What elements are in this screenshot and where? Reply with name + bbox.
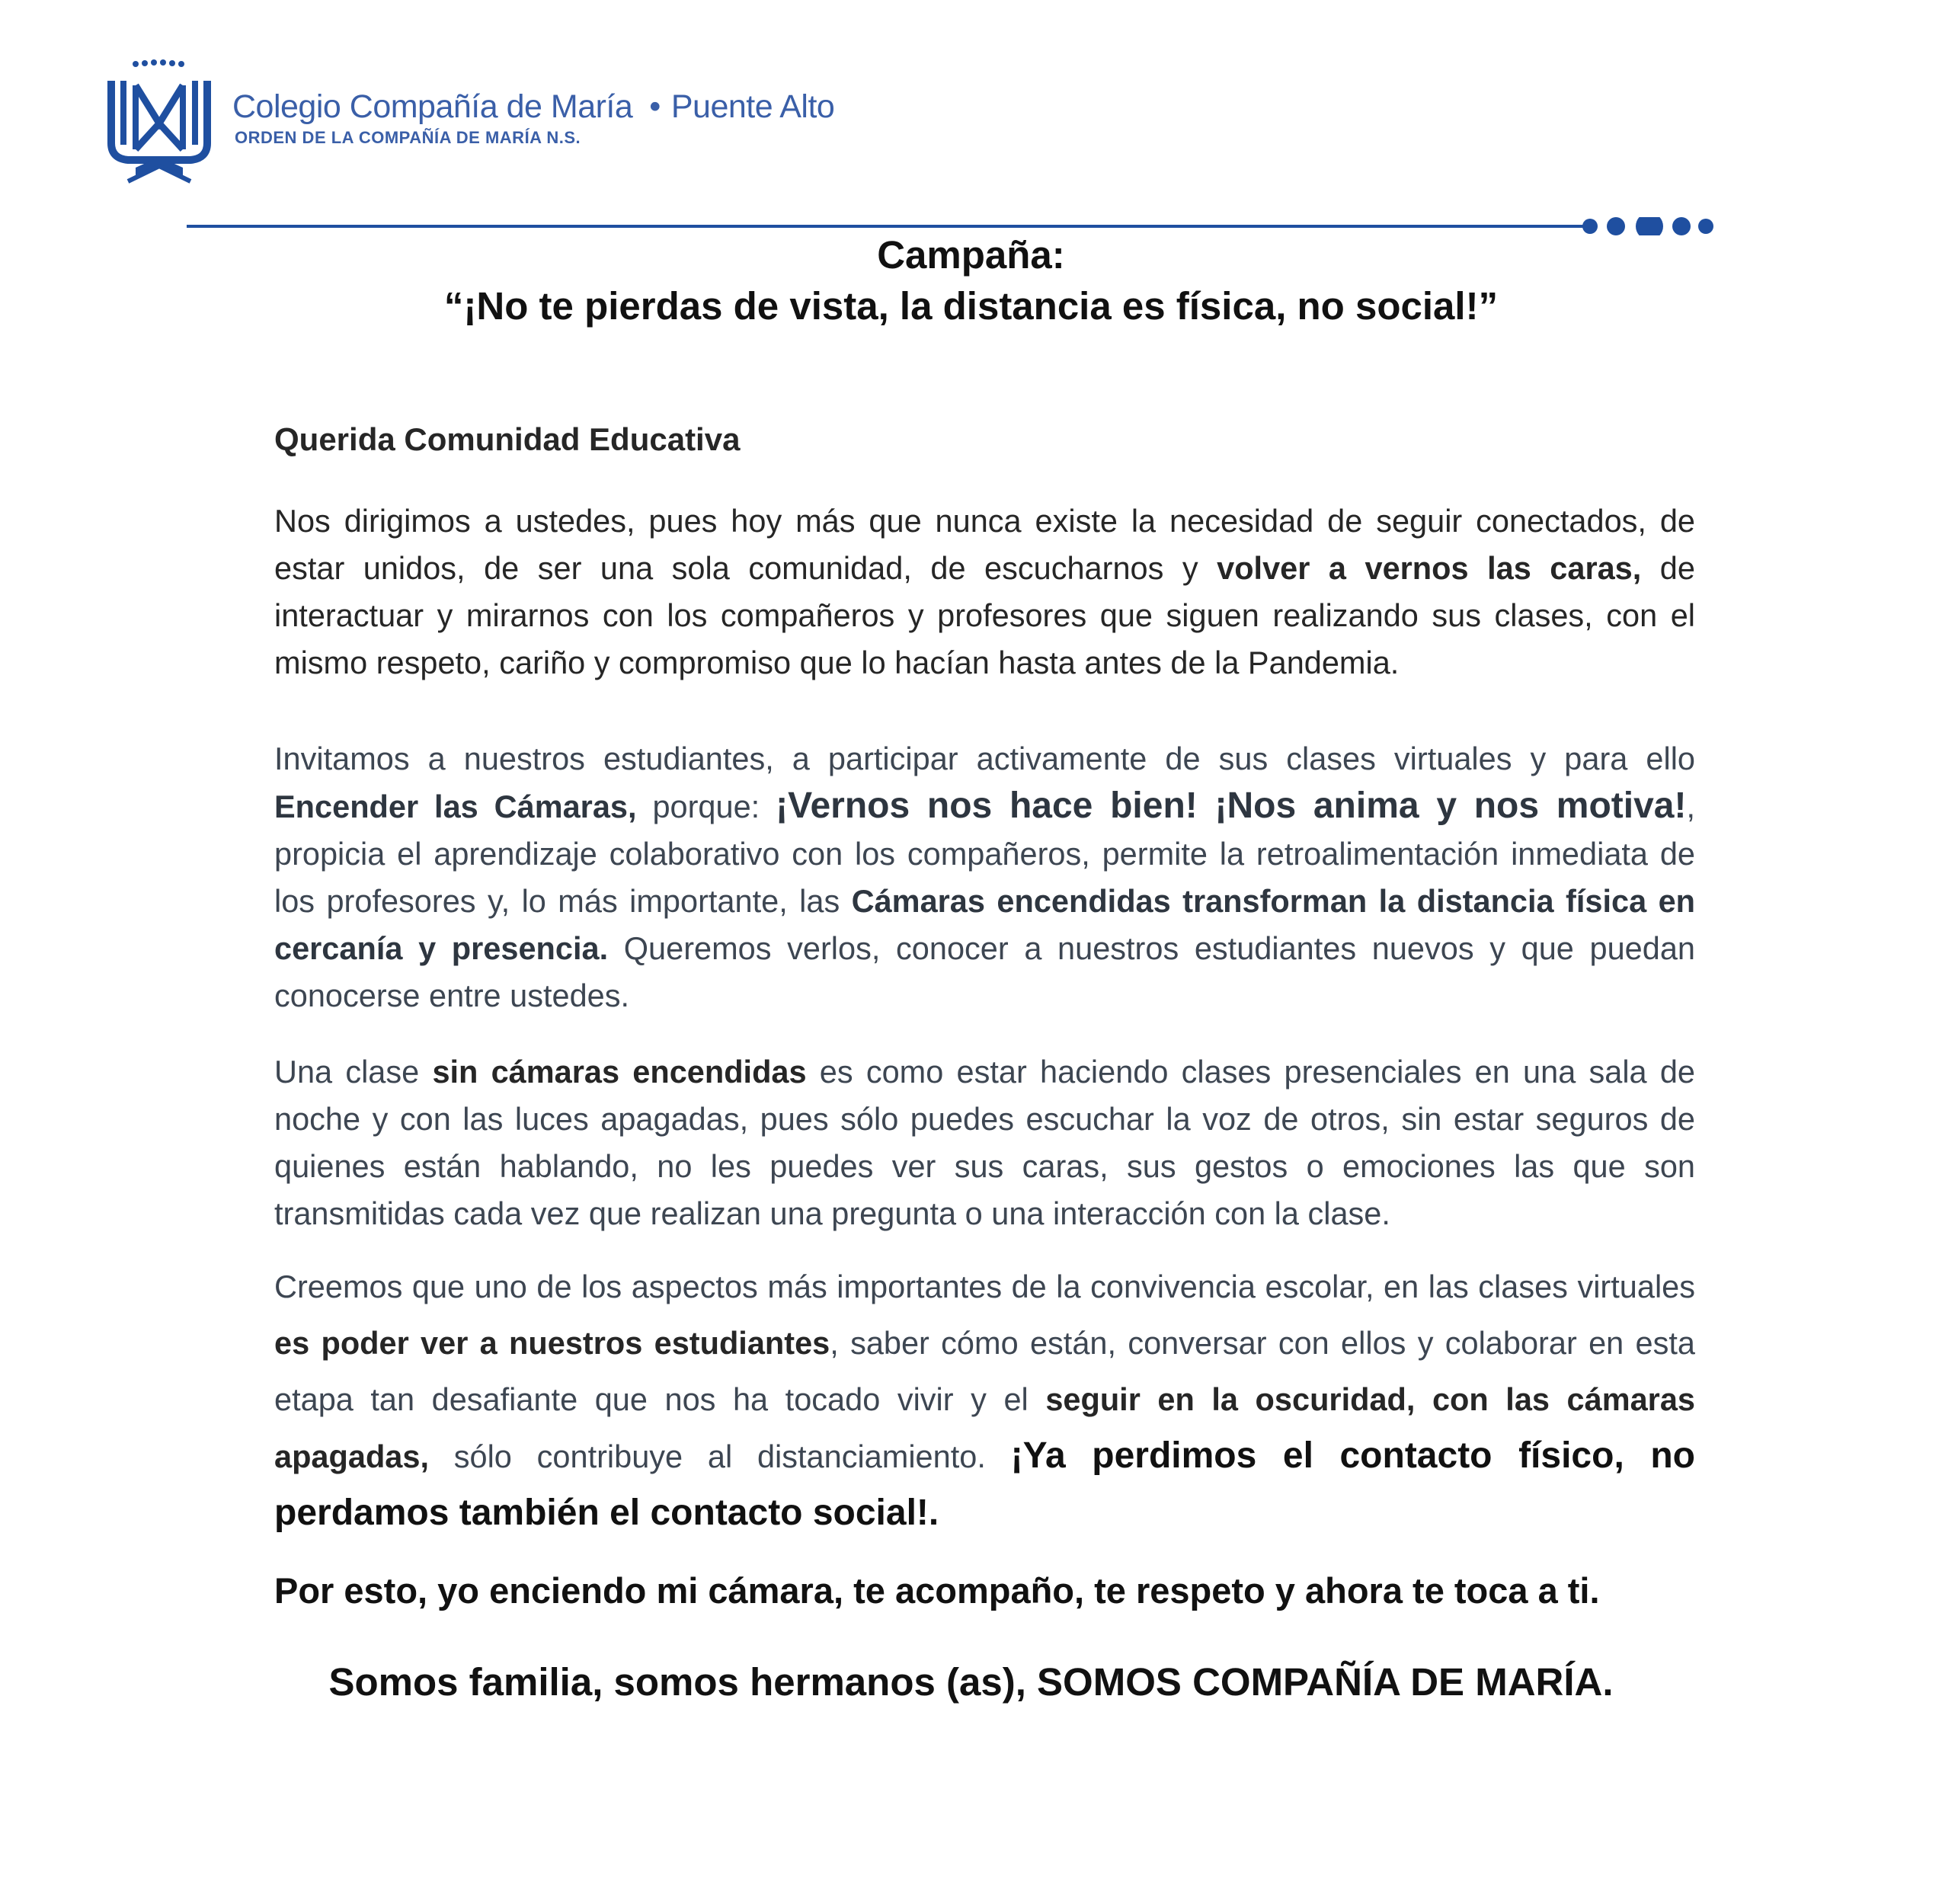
p4-bold-3: ¡Ya perdimos el contacto físico, no perdamos también el contacto social!. xyxy=(274,1435,1695,1533)
p1-text-1: Nos dirigimos a ustedes, pues hoy más que nunca existe la necesidad de seguir conectados, de estar unidos, de ser una sola comunidad, de escucharnos y xyxy=(274,503,1695,586)
p4-bold-2: seguir en la oscuridad, con las cámaras apagadas, xyxy=(274,1381,1695,1474)
campaign-label: Campaña: xyxy=(877,233,1065,277)
p2-text-4: Queremos verlos, conocer a nuestros estudiantes nuevos y que puedan conocerse entre ustedes. xyxy=(274,930,1695,1013)
p2-text-2: porque: xyxy=(636,789,776,824)
paragraph-2 xyxy=(274,735,1695,1019)
closing-statement: Por esto, yo enciendo mi cámara, te acompaño, te respeto y ahora te toca a ti. xyxy=(274,1570,1600,1611)
school-name-line xyxy=(232,88,834,126)
p4-text-1: Creemos que uno de los aspectos más importantes de la convivencia escolar, en las clases virtuales xyxy=(274,1269,1695,1304)
p2-bold-1: Encender las Cámaras, xyxy=(274,789,637,824)
p3-text-2: es como estar haciendo clases presenciales en una sala de noche y con las luces apagadas, pues sólo puedes escuchar la voz de otros, sin estar seguros de quienes están hablando, no les puedes ver sus caras, sus gestos o emociones las que son transmitidas cada vez que realizan una pregunta o una interacción con la clase. xyxy=(274,1054,1695,1231)
school-location: Puente Alto xyxy=(670,88,835,125)
p4-bold-1: es poder ver a nuestros estudiantes xyxy=(274,1325,830,1361)
p4-text-2: , saber cómo están, conversar con ellos y colaborar en esta etapa tan desafiante que nos ha tocado vivir y el xyxy=(274,1325,1695,1417)
p1-bold-1: volver a vernos las caras, xyxy=(1217,550,1642,586)
school-order: ORDEN DE LA COMPAÑÍA DE MARÍA N.S. xyxy=(235,128,581,147)
motto: Somos familia, somos hermanos (as), SOMOS COMPAÑÍA DE MARÍA. xyxy=(328,1660,1614,1704)
separator-dot: • xyxy=(649,88,661,125)
paragraph-1 xyxy=(274,498,1695,686)
p3-text-1: Una clase xyxy=(274,1054,433,1090)
p4-text-3: sólo contribuye al distanciamiento. xyxy=(428,1438,1011,1474)
school-logo xyxy=(105,59,213,186)
p3-bold-1: sin cámaras encendidas xyxy=(432,1054,807,1090)
paragraph-3 xyxy=(274,1048,1695,1237)
p2-text-1: Invitamos a nuestros estudiantes, a participar activamente de sus clases virtuales y para ello xyxy=(274,741,1695,776)
p1-text-2: de interactuar y mirarnos con los compañeros y profesores que siguen realizando sus clases, con el mismo respeto, cariño y compromiso que lo hacían hasta antes de la Pandemia. xyxy=(274,550,1695,680)
paragraph-4 xyxy=(274,1259,1695,1542)
p2-text-3: , propicia el aprendizaje colaborativo con los compañeros, permite la retroalimentación inmediata de los profesores y, lo más importante, las xyxy=(274,789,1696,919)
campaign-slogan: “¡No te pierdas de vista, la distancia es física, no social!” xyxy=(443,284,1499,328)
greeting: Querida Comunidad Educativa xyxy=(274,421,741,457)
school-name: Colegio Compañía de María xyxy=(232,88,633,125)
p2-bold-3: Cámaras encendidas transforman la distancia física en cercanía y presencia. xyxy=(274,883,1696,966)
p2-bold-2: ¡Vernos nos hace bien! ¡Nos anima y nos motiva! xyxy=(776,786,1687,826)
